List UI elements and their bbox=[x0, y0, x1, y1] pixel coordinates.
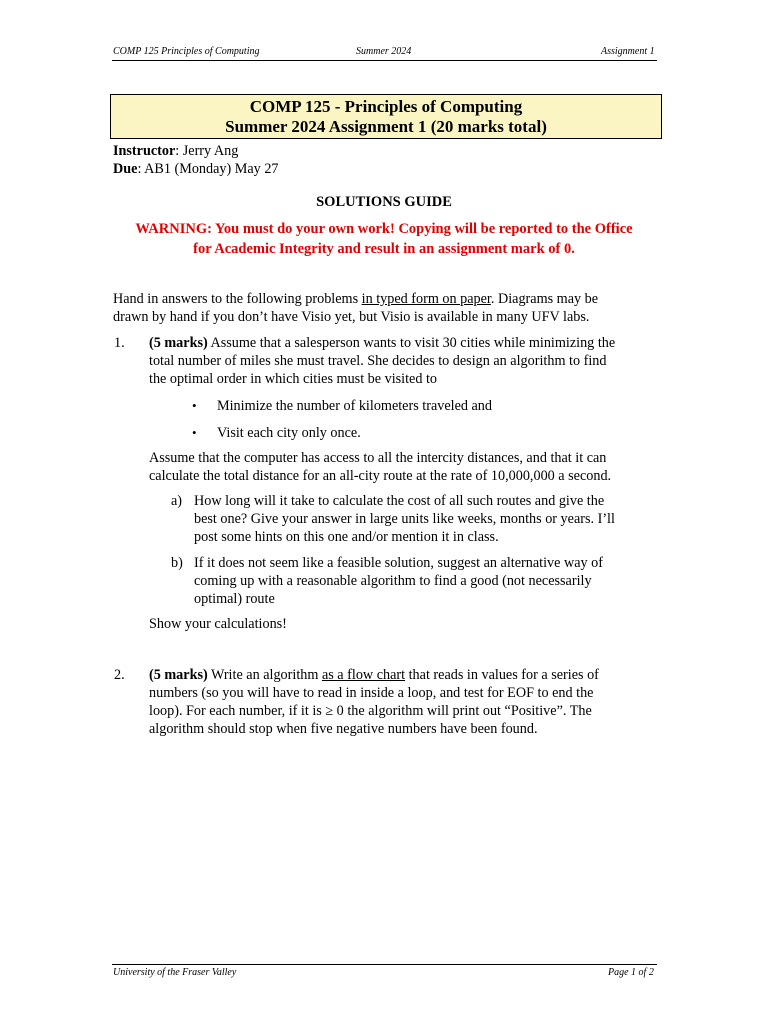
intro-text-end: . Diagrams may be bbox=[490, 291, 599, 307]
q1-line-1 bbox=[149, 334, 659, 352]
q1-number: 1. bbox=[114, 335, 125, 351]
due-label: Due bbox=[113, 161, 138, 177]
typed-form-emphasis: in typed form on paper bbox=[361, 291, 491, 307]
q2-line-1-text-end: that reads in values for a series of bbox=[405, 667, 599, 683]
q2-line-1-text: Write an algorithm bbox=[207, 667, 322, 683]
header-term: Summer 2024 bbox=[356, 46, 412, 57]
q1-sub-a-line-2: best one? Give your answer in large units like weeks, months or years. I’ll bbox=[194, 511, 615, 527]
solutions-heading: SOLUTIONS GUIDE bbox=[316, 194, 452, 210]
header-course: COMP 125 Principles of Computing bbox=[113, 46, 260, 57]
q2-number: 2. bbox=[114, 667, 125, 683]
q1-text bbox=[149, 334, 659, 388]
q1-line-1-text: Assume that a salesperson wants to visit 30 cities while minimizing the bbox=[207, 335, 616, 351]
q2-line-1 bbox=[149, 666, 659, 684]
q1-sub-b-line-2: coming up with a reasonable algorithm to find a good (not necessarily bbox=[194, 573, 592, 589]
q1-assumption bbox=[149, 449, 659, 485]
q1-sub-a bbox=[194, 492, 659, 546]
bullet-icon: • bbox=[192, 398, 197, 413]
warning-line-1: WARNING: You must do your own work! Copying will be reported to the Office bbox=[135, 221, 633, 237]
intro-line-1 bbox=[113, 290, 658, 308]
footer-university: University of the Fraser Valley bbox=[113, 967, 237, 978]
warning-block bbox=[100, 219, 668, 259]
q1-sub-a-line-1: How long will it take to calculate the cost of all such routes and give the bbox=[194, 493, 605, 509]
title-line-1: COMP 125 - Principles of Computing bbox=[249, 97, 523, 116]
intro-paragraph bbox=[113, 290, 658, 326]
q2-line-4: algorithm should stop when five negative numbers have been found. bbox=[149, 721, 538, 737]
bullet-icon: • bbox=[192, 425, 197, 440]
warning-line-2: for Academic Integrity and result in an assignment mark of 0. bbox=[193, 241, 575, 257]
q1-sub-a-line-3: post some hints on this one and/or mention it in class. bbox=[194, 529, 499, 545]
due-line bbox=[113, 160, 279, 178]
q1-sub-b-line-3: optimal) route bbox=[194, 591, 275, 607]
q1-sub-b bbox=[194, 554, 659, 608]
q1-marks: (5 marks) bbox=[149, 335, 208, 351]
q2-marks: (5 marks) bbox=[149, 667, 208, 683]
q1-para-line-1: Assume that the computer has access to all the intercity distances, and that it can bbox=[149, 450, 607, 466]
footer-page-number: Page 1 of 2 bbox=[608, 967, 654, 978]
q1-sub-b-line-1: If it does not seem like a feasible solution, suggest an alternative way of bbox=[194, 555, 603, 571]
header-rule bbox=[112, 60, 657, 61]
q1-sub-a-label: a) bbox=[171, 493, 183, 509]
q1-bullet-1: Minimize the number of kilometers traveled and bbox=[217, 398, 492, 414]
title-line-2: Summer 2024 Assignment 1 (20 marks total) bbox=[225, 117, 547, 136]
instructor-value: : Jerry Ang bbox=[175, 143, 239, 159]
header-assignment: Assignment 1 bbox=[601, 46, 655, 57]
flow-chart-emphasis: as a flow chart bbox=[321, 667, 406, 683]
q2-text bbox=[149, 666, 659, 738]
q2-line-3: loop). For each number, if it is ≥ 0 the algorithm will print out “Positive”. The bbox=[149, 703, 592, 719]
q1-line-2: total number of miles she must travel. She decides to design an algorithm to find bbox=[149, 353, 607, 369]
q1-line-3: the optimal order in which cities must be visited to bbox=[149, 371, 438, 387]
title-box bbox=[110, 94, 662, 139]
intro-text: Hand in answers to the following problems bbox=[113, 291, 362, 307]
intro-line-2: drawn by hand if you don’t have Visio yet, but Visio is available in many UFV labs. bbox=[113, 309, 590, 325]
q2-line-2: numbers (so you will have to read in inside a loop, and test for EOF to end the bbox=[149, 685, 594, 701]
q1-para-line-2: calculate the total distance for an all-city route at the rate of 10,000,000 a second. bbox=[149, 468, 612, 484]
footer-rule bbox=[112, 964, 657, 965]
due-value: : AB1 (Monday) May 27 bbox=[137, 161, 279, 177]
instructor-label: Instructor bbox=[113, 143, 176, 159]
q1-bullet-2: Visit each city only once. bbox=[217, 425, 361, 441]
instructor-line bbox=[113, 142, 238, 160]
q1-sub-b-label: b) bbox=[171, 555, 183, 571]
q1-show-calculations: Show your calculations! bbox=[149, 616, 287, 632]
